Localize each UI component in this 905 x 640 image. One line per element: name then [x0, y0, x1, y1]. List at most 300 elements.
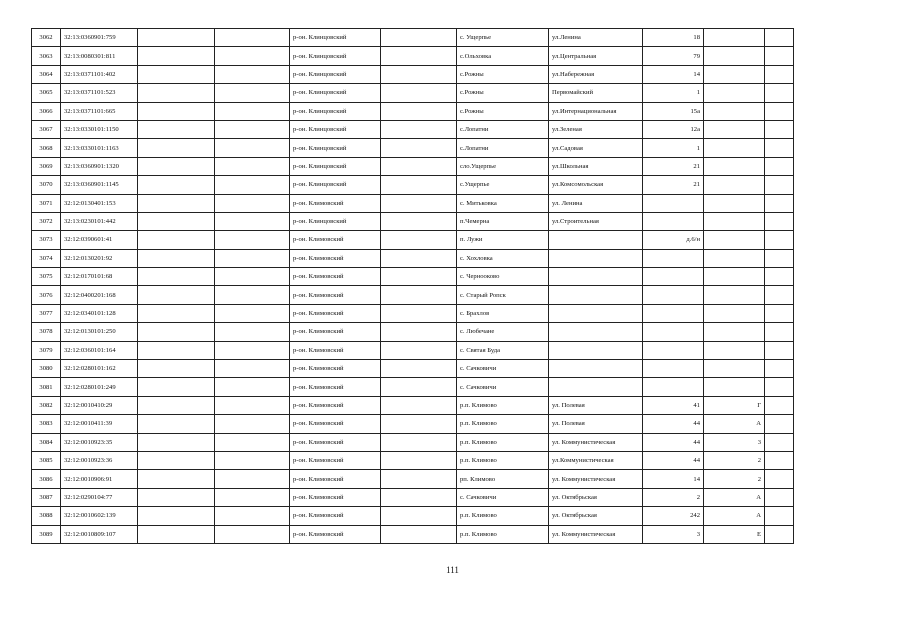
empty-cell [138, 139, 215, 157]
empty-cell [765, 360, 794, 378]
cadastral-number-cell: 32:12:0390601:41 [61, 231, 138, 249]
row-number-cell: 3063 [32, 47, 61, 65]
locality-cell: с. Митьковка [457, 194, 549, 212]
locality-cell: р.п. Климово [457, 433, 549, 451]
cadastral-number-cell: 32:13:0360901:759 [61, 29, 138, 47]
locality-cell: с.Рожны [457, 65, 549, 83]
page-number: 111 [446, 565, 459, 575]
district-cell: р-он. Климовский [290, 451, 381, 469]
locality-cell: с.Ущерпье [457, 176, 549, 194]
empty-cell [215, 286, 290, 304]
empty-cell [765, 470, 794, 488]
locality-cell: с. Сачковичи [457, 488, 549, 506]
empty-cell [381, 323, 457, 341]
street-cell [549, 378, 643, 396]
district-cell: р-он. Климовский [290, 378, 381, 396]
empty-cell [765, 102, 794, 120]
cadastral-number-cell: 32:12:0010602:139 [61, 507, 138, 525]
table-row [32, 507, 794, 525]
row-number-cell: 3084 [32, 433, 61, 451]
empty-cell [381, 525, 457, 543]
house-number-cell: 79 [643, 47, 704, 65]
empty-cell [138, 212, 215, 230]
empty-cell [215, 139, 290, 157]
district-cell: р-он. Клинцовский [290, 212, 381, 230]
house-number-cell: 12а [643, 120, 704, 138]
empty-cell [138, 47, 215, 65]
empty-cell [138, 415, 215, 433]
street-cell: Первомайский [549, 84, 643, 102]
district-cell: р-он. Климовский [290, 268, 381, 286]
empty-cell [215, 507, 290, 525]
house-suffix-cell: А [704, 488, 765, 506]
empty-cell [138, 470, 215, 488]
locality-cell: с.Ольховка [457, 47, 549, 65]
row-number-cell: 3083 [32, 415, 61, 433]
street-cell: ул. Коммунистическая [549, 433, 643, 451]
locality-cell: с. Старый Ропск [457, 286, 549, 304]
street-cell: ул.Набережная [549, 65, 643, 83]
empty-cell [138, 120, 215, 138]
district-cell: р-он. Климовский [290, 341, 381, 359]
empty-cell [381, 157, 457, 175]
district-cell: р-он. Климовский [290, 360, 381, 378]
locality-cell: п.Чемерна [457, 212, 549, 230]
cadastral-number-cell: 32:12:0130101:250 [61, 323, 138, 341]
row-number-cell: 3089 [32, 525, 61, 543]
street-cell: ул. Коммунистическая [549, 525, 643, 543]
cadastral-number-cell: 32:13:0330101:1163 [61, 139, 138, 157]
street-cell: ул. Полевая [549, 415, 643, 433]
empty-cell [765, 341, 794, 359]
locality-cell: р.п. Климово [457, 396, 549, 414]
house-suffix-cell [704, 29, 765, 47]
table-row [32, 360, 794, 378]
house-number-cell: 21 [643, 176, 704, 194]
house-number-cell: 18 [643, 29, 704, 47]
district-cell: р-он. Климовский [290, 304, 381, 322]
cadastral-number-cell: 32:12:0340101:128 [61, 304, 138, 322]
empty-cell [215, 47, 290, 65]
table-row [32, 176, 794, 194]
empty-cell [381, 433, 457, 451]
table-row [32, 249, 794, 267]
table-row [32, 378, 794, 396]
empty-cell [215, 157, 290, 175]
house-number-cell: 44 [643, 415, 704, 433]
locality-cell: с.Рожны [457, 84, 549, 102]
street-cell: ул. Октябрьская [549, 488, 643, 506]
empty-cell [381, 507, 457, 525]
empty-cell [765, 84, 794, 102]
cadastral-number-cell: 32:12:0130201:92 [61, 249, 138, 267]
house-suffix-cell [704, 360, 765, 378]
street-cell: ул.Коммунистическая [549, 451, 643, 469]
row-number-cell: 3067 [32, 120, 61, 138]
table-row [32, 304, 794, 322]
table-row [32, 120, 794, 138]
empty-cell [215, 194, 290, 212]
street-cell [549, 231, 643, 249]
row-number-cell: 3076 [32, 286, 61, 304]
empty-cell [765, 396, 794, 414]
district-cell: р-он. Климовский [290, 507, 381, 525]
empty-cell [215, 378, 290, 396]
district-cell: р-он. Климовский [290, 286, 381, 304]
house-number-cell: 44 [643, 433, 704, 451]
house-number-cell [643, 378, 704, 396]
house-number-cell: 14 [643, 470, 704, 488]
cadastral-number-cell: 32:12:0010923:35 [61, 433, 138, 451]
house-suffix-cell [704, 268, 765, 286]
table-row [32, 47, 794, 65]
house-number-cell: 41 [643, 396, 704, 414]
empty-cell [765, 451, 794, 469]
empty-cell [138, 29, 215, 47]
empty-cell [765, 120, 794, 138]
empty-cell [138, 433, 215, 451]
table-row [32, 212, 794, 230]
empty-cell [381, 360, 457, 378]
locality-cell: с. Брахлов [457, 304, 549, 322]
empty-cell [381, 415, 457, 433]
empty-cell [381, 341, 457, 359]
house-number-cell [643, 212, 704, 230]
locality-cell: сло.Ущерпье [457, 157, 549, 175]
house-number-cell: 15а [643, 102, 704, 120]
house-number-cell: 14 [643, 65, 704, 83]
empty-cell [138, 231, 215, 249]
empty-cell [765, 323, 794, 341]
locality-cell: с. Сачковичи [457, 378, 549, 396]
empty-cell [215, 396, 290, 414]
row-number-cell: 3065 [32, 84, 61, 102]
house-suffix-cell [704, 65, 765, 83]
empty-cell [381, 120, 457, 138]
cadastral-number-cell: 32:12:0010906:91 [61, 470, 138, 488]
house-number-cell: 1 [643, 84, 704, 102]
district-cell: р-он. Клинцовский [290, 157, 381, 175]
empty-cell [765, 378, 794, 396]
empty-cell [381, 176, 457, 194]
row-number-cell: 3075 [32, 268, 61, 286]
street-cell: ул. Октябрьская [549, 507, 643, 525]
row-number-cell: 3081 [32, 378, 61, 396]
district-cell: р-он. Климовский [290, 488, 381, 506]
cadastral-number-cell: 32:13:0230101:442 [61, 212, 138, 230]
empty-cell [138, 341, 215, 359]
empty-cell [138, 304, 215, 322]
cadastral-number-cell: 32:12:0400201:168 [61, 286, 138, 304]
cadastral-number-cell: 32:12:0130401:153 [61, 194, 138, 212]
table-row [32, 194, 794, 212]
locality-cell: с.Лопатни [457, 120, 549, 138]
row-number-cell: 3079 [32, 341, 61, 359]
empty-cell [765, 231, 794, 249]
empty-cell [765, 268, 794, 286]
table-row [32, 268, 794, 286]
district-cell: р-он. Климовский [290, 194, 381, 212]
table-row [32, 323, 794, 341]
district-cell: р-он. Клинцовский [290, 29, 381, 47]
row-number-cell: 3073 [32, 231, 61, 249]
empty-cell [138, 194, 215, 212]
empty-cell [765, 176, 794, 194]
empty-cell [138, 102, 215, 120]
district-cell: р-он. Клинцовский [290, 120, 381, 138]
empty-cell [215, 360, 290, 378]
house-number-cell [643, 304, 704, 322]
street-cell [549, 304, 643, 322]
cadastral-number-cell: 32:12:0010809:107 [61, 525, 138, 543]
row-number-cell: 3066 [32, 102, 61, 120]
empty-cell [381, 268, 457, 286]
house-suffix-cell: Е [704, 525, 765, 543]
street-cell: ул.Интернациональная [549, 102, 643, 120]
house-suffix-cell [704, 304, 765, 322]
table-row [32, 433, 794, 451]
empty-cell [765, 212, 794, 230]
house-suffix-cell [704, 194, 765, 212]
locality-cell: р.п. Климово [457, 525, 549, 543]
house-suffix-cell [704, 341, 765, 359]
cadastral-number-cell: 32:12:0280101:249 [61, 378, 138, 396]
district-cell: р-он. Климовский [290, 525, 381, 543]
locality-cell: с.Лопатни [457, 139, 549, 157]
row-number-cell: 3070 [32, 176, 61, 194]
locality-cell: с.Рожны [457, 102, 549, 120]
street-cell: ул. Ленина [549, 194, 643, 212]
empty-cell [381, 378, 457, 396]
row-number-cell: 3080 [32, 360, 61, 378]
empty-cell [381, 65, 457, 83]
table-row [32, 286, 794, 304]
street-cell: ул.Садовая [549, 139, 643, 157]
house-number-cell [643, 286, 704, 304]
empty-cell [765, 488, 794, 506]
empty-cell [138, 378, 215, 396]
table-row [32, 29, 794, 47]
district-cell: р-он. Климовский [290, 415, 381, 433]
empty-cell [215, 120, 290, 138]
empty-cell [381, 231, 457, 249]
cadastral-number-cell: 32:13:0371101:523 [61, 84, 138, 102]
cadastral-number-cell: 32:12:0360101:164 [61, 341, 138, 359]
row-number-cell: 3072 [32, 212, 61, 230]
house-suffix-cell [704, 84, 765, 102]
cadastral-number-cell: 32:13:0360901:1320 [61, 157, 138, 175]
house-suffix-cell [704, 378, 765, 396]
street-cell [549, 268, 643, 286]
locality-cell: р.п. Климово [457, 451, 549, 469]
empty-cell [381, 47, 457, 65]
house-suffix-cell [704, 47, 765, 65]
empty-cell [215, 212, 290, 230]
empty-cell [381, 102, 457, 120]
street-cell: ул.Центральная [549, 47, 643, 65]
empty-cell [381, 84, 457, 102]
district-cell: р-он. Климовский [290, 231, 381, 249]
empty-cell [381, 249, 457, 267]
house-number-cell: д.6/н [643, 231, 704, 249]
empty-cell [138, 360, 215, 378]
empty-cell [215, 231, 290, 249]
empty-cell [765, 507, 794, 525]
table-row [32, 84, 794, 102]
house-number-cell [643, 268, 704, 286]
house-number-cell [643, 194, 704, 212]
street-cell [549, 286, 643, 304]
street-cell: ул.Комсомольская [549, 176, 643, 194]
locality-cell: с. Хохловка [457, 249, 549, 267]
locality-cell: с. Святая Буда [457, 341, 549, 359]
district-cell: р-он. Климовский [290, 470, 381, 488]
street-cell [549, 249, 643, 267]
house-suffix-cell [704, 139, 765, 157]
locality-cell: с. Ущерпье [457, 29, 549, 47]
empty-cell [765, 304, 794, 322]
empty-cell [381, 212, 457, 230]
empty-cell [138, 268, 215, 286]
house-number-cell: 1 [643, 139, 704, 157]
district-cell: р-он. Климовский [290, 323, 381, 341]
cadastral-number-cell: 32:13:0330101:1150 [61, 120, 138, 138]
district-cell: р-он. Климовский [290, 396, 381, 414]
house-suffix-cell: А [704, 415, 765, 433]
house-suffix-cell: 2 [704, 470, 765, 488]
street-cell: ул.Школьная [549, 157, 643, 175]
house-number-cell [643, 360, 704, 378]
house-suffix-cell [704, 323, 765, 341]
empty-cell [138, 157, 215, 175]
table-row [32, 488, 794, 506]
table-row [32, 139, 794, 157]
empty-cell [381, 286, 457, 304]
cadastral-number-cell: 32:12:0010411:39 [61, 415, 138, 433]
empty-cell [765, 157, 794, 175]
house-number-cell: 2 [643, 488, 704, 506]
row-number-cell: 3074 [32, 249, 61, 267]
district-cell: р-он. Клинцовский [290, 176, 381, 194]
register-rows [32, 29, 794, 544]
empty-cell [765, 433, 794, 451]
house-suffix-cell [704, 231, 765, 249]
empty-cell [215, 102, 290, 120]
table-row [32, 451, 794, 469]
street-cell [549, 341, 643, 359]
house-suffix-cell [704, 120, 765, 138]
house-number-cell: 21 [643, 157, 704, 175]
house-suffix-cell [704, 176, 765, 194]
empty-cell [138, 176, 215, 194]
locality-cell: с. Сачковичи [457, 360, 549, 378]
locality-cell: р.п. Климово [457, 415, 549, 433]
empty-cell [215, 249, 290, 267]
district-cell: р-он. Клинцовский [290, 65, 381, 83]
row-number-cell: 3086 [32, 470, 61, 488]
street-cell [549, 360, 643, 378]
cadastral-number-cell: 32:12:0010923:36 [61, 451, 138, 469]
table-row [32, 157, 794, 175]
empty-cell [765, 286, 794, 304]
house-suffix-cell [704, 212, 765, 230]
table-row [32, 470, 794, 488]
street-cell: ул. Коммунистическая [549, 470, 643, 488]
house-number-cell: 3 [643, 525, 704, 543]
empty-cell [138, 396, 215, 414]
empty-cell [215, 304, 290, 322]
house-number-cell: 44 [643, 451, 704, 469]
table-row [32, 65, 794, 83]
street-cell: ул.Зеленая [549, 120, 643, 138]
empty-cell [138, 249, 215, 267]
empty-cell [138, 488, 215, 506]
house-number-cell [643, 323, 704, 341]
empty-cell [138, 323, 215, 341]
empty-cell [765, 29, 794, 47]
cadastral-number-cell: 32:13:0360901:1145 [61, 176, 138, 194]
street-cell: ул. Полевая [549, 396, 643, 414]
row-number-cell: 3078 [32, 323, 61, 341]
empty-cell [381, 304, 457, 322]
house-suffix-cell: А [704, 507, 765, 525]
house-suffix-cell [704, 102, 765, 120]
empty-cell [215, 488, 290, 506]
empty-cell [138, 507, 215, 525]
house-number-cell [643, 341, 704, 359]
empty-cell [138, 451, 215, 469]
table-row [32, 415, 794, 433]
district-cell: р-он. Клинцовский [290, 47, 381, 65]
empty-cell [765, 194, 794, 212]
empty-cell [765, 139, 794, 157]
cadastral-number-cell: 32:13:0371101:402 [61, 65, 138, 83]
house-number-cell [643, 249, 704, 267]
empty-cell [765, 525, 794, 543]
cadastral-number-cell: 32:12:0010410:29 [61, 396, 138, 414]
house-number-cell: 242 [643, 507, 704, 525]
empty-cell [138, 286, 215, 304]
empty-cell [215, 433, 290, 451]
cadastral-number-cell: 32:13:0080301:811 [61, 47, 138, 65]
house-suffix-cell [704, 157, 765, 175]
cadastral-number-cell: 32:12:0280101:162 [61, 360, 138, 378]
row-number-cell: 3069 [32, 157, 61, 175]
empty-cell [381, 451, 457, 469]
row-number-cell: 3087 [32, 488, 61, 506]
street-cell [549, 323, 643, 341]
row-number-cell: 3085 [32, 451, 61, 469]
empty-cell [765, 47, 794, 65]
empty-cell [765, 65, 794, 83]
row-number-cell: 3064 [32, 65, 61, 83]
empty-cell [138, 525, 215, 543]
empty-cell [215, 176, 290, 194]
row-number-cell: 3088 [32, 507, 61, 525]
street-cell: ул.Ленина [549, 29, 643, 47]
empty-cell [215, 525, 290, 543]
empty-cell [381, 29, 457, 47]
row-number-cell: 3068 [32, 139, 61, 157]
cadastral-number-cell: 32:12:0290104:77 [61, 488, 138, 506]
district-cell: р-он. Клинцовский [290, 102, 381, 120]
table-row [32, 231, 794, 249]
street-cell: ул.Строительная [549, 212, 643, 230]
empty-cell [381, 488, 457, 506]
house-suffix-cell: 3 [704, 433, 765, 451]
property-register-table [31, 28, 791, 544]
empty-cell [215, 65, 290, 83]
